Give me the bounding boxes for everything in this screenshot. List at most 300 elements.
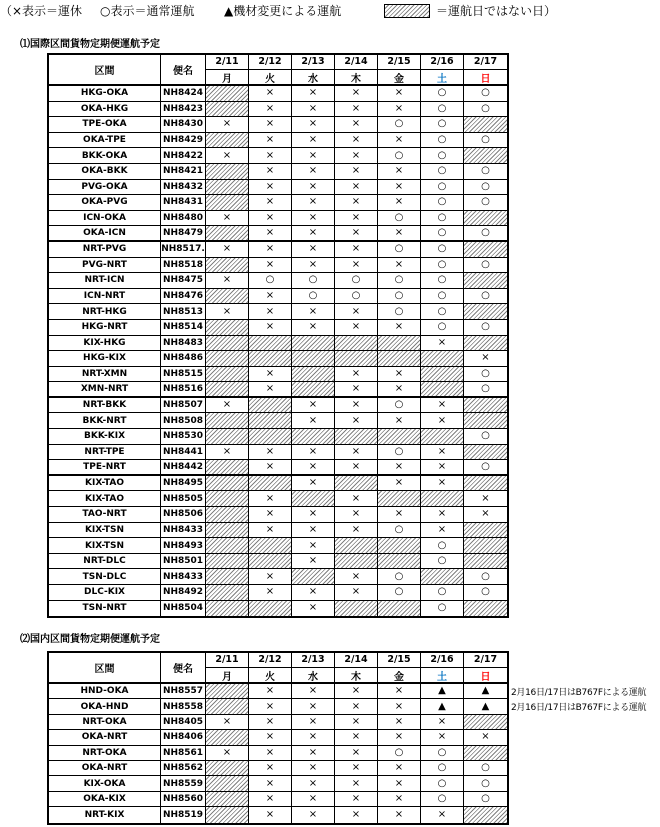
table-row <box>49 242 507 258</box>
status-cell: × <box>378 102 421 117</box>
status-cell: × <box>249 133 292 148</box>
status-cell: × <box>249 807 292 822</box>
status-cell: × <box>292 523 335 538</box>
non-operating-cell <box>464 523 507 538</box>
table-row <box>49 554 507 570</box>
non-operating-cell <box>421 367 464 382</box>
status-cell: × <box>378 684 421 698</box>
route-cell: PVG-NRT <box>49 258 161 273</box>
status-cell: × <box>249 258 292 273</box>
status-cell: ▲ <box>481 700 490 712</box>
status-cell: ○ <box>481 134 490 146</box>
status-cell: × <box>292 445 335 460</box>
route-cell: OKA-HKG <box>49 102 161 117</box>
status-cell: × <box>292 148 335 163</box>
flight-number-cell: NH8421 <box>161 164 206 179</box>
route-cell: PVG-OKA <box>49 180 161 195</box>
day-weekday: 水 <box>308 74 318 85</box>
day-date: 2/11 <box>206 55 248 70</box>
table-row <box>49 792 507 807</box>
status-cell: × <box>206 398 249 413</box>
table-row <box>49 684 647 699</box>
table-row <box>49 761 507 776</box>
status-cell: × <box>206 242 249 257</box>
status-cell: × <box>249 507 292 522</box>
status-cell: × <box>378 226 421 240</box>
flight-number-cell: NH8530 <box>161 429 206 444</box>
status-cell: × <box>378 507 421 522</box>
status-cell: × <box>335 304 378 319</box>
status-cell: × <box>292 538 335 553</box>
status-cell: × <box>206 746 249 760</box>
non-operating-cell <box>464 746 507 760</box>
status-cell: ○ <box>421 554 464 569</box>
status-cell: × <box>292 195 335 210</box>
status-cell: × <box>206 211 249 226</box>
status-cell: ○ <box>378 523 421 538</box>
non-operating-cell <box>206 289 249 304</box>
status-cell: ▲ <box>421 699 464 713</box>
non-operating-cell <box>378 336 421 351</box>
table-row <box>49 211 507 227</box>
status-cell: × <box>335 86 378 101</box>
status-cell: × <box>378 382 421 396</box>
status-cell: ○ <box>335 273 378 288</box>
status-cell: ○ <box>421 211 464 226</box>
day-date: 2/13 <box>292 55 334 70</box>
status-cell: × <box>249 382 292 396</box>
status-cell: × <box>249 460 292 474</box>
hatched-legend-swatch <box>384 4 430 18</box>
status-cell: × <box>378 258 421 273</box>
non-operating-cell <box>464 336 507 351</box>
route-cell: TPE-OKA <box>49 117 161 132</box>
status-cell: × <box>249 523 292 538</box>
status-cell: ▲ <box>421 684 464 698</box>
status-cell: ○ <box>378 242 421 257</box>
status-cell: × <box>292 242 335 257</box>
status-cell: × <box>292 730 335 744</box>
status-cell: × <box>249 148 292 163</box>
status-cell: ○ <box>421 761 464 775</box>
status-cell: × <box>206 445 249 460</box>
non-operating-cell <box>335 336 378 351</box>
table-row <box>49 289 507 305</box>
non-operating-cell <box>249 538 292 553</box>
non-operating-cell <box>335 429 378 444</box>
non-operating-cell <box>206 807 249 822</box>
day-date: 2/15 <box>378 55 420 70</box>
table-row <box>49 195 507 211</box>
status-cell: × <box>335 102 378 117</box>
status-cell: ○ <box>481 165 490 177</box>
table-row <box>49 699 647 714</box>
status-cell: × <box>249 195 292 210</box>
flight-number-cell: NH8559 <box>161 776 206 790</box>
status-cell: × <box>335 585 378 600</box>
status-cell: × <box>335 792 378 806</box>
status-cell: × <box>481 508 490 520</box>
non-operating-cell <box>292 429 335 444</box>
status-cell: × <box>378 460 421 474</box>
table-row <box>49 273 507 289</box>
non-operating-cell <box>249 476 292 491</box>
section-title-international: ⑴国際区間貨物定期便運航予定 <box>20 39 160 50</box>
status-cell: × <box>206 273 249 288</box>
status-cell: × <box>378 164 421 179</box>
status-cell: × <box>206 148 249 163</box>
table-row <box>49 164 507 180</box>
status-cell: ○ <box>421 289 464 304</box>
table-header <box>49 653 507 684</box>
status-cell: ○ <box>481 87 490 99</box>
status-cell: × <box>249 117 292 132</box>
non-operating-cell <box>206 476 249 491</box>
flight-number-cell: NH8486 <box>161 351 206 366</box>
day-date: 2/11 <box>206 653 248 668</box>
flight-number-cell: NH8517. <box>161 242 206 257</box>
table-row <box>49 320 507 336</box>
status-cell: ○ <box>481 180 490 192</box>
flight-number-cell: NH8422 <box>161 148 206 163</box>
status-cell: × <box>292 320 335 335</box>
non-operating-cell <box>206 367 249 382</box>
status-cell: ○ <box>481 227 490 239</box>
column-header-day <box>292 653 335 682</box>
non-operating-cell <box>206 792 249 806</box>
status-cell: × <box>249 776 292 790</box>
section-title-domestic: ⑵国内区間貨物定期便運航予定 <box>20 634 160 645</box>
route-cell: XMN-NRT <box>49 382 161 396</box>
status-cell: ○ <box>378 569 421 584</box>
status-cell: × <box>249 226 292 240</box>
day-date: 2/16 <box>421 653 463 668</box>
status-cell: × <box>292 304 335 319</box>
non-operating-cell <box>206 460 249 474</box>
table-header <box>49 55 507 86</box>
status-cell: × <box>421 413 464 428</box>
status-cell: × <box>421 445 464 460</box>
column-header-day <box>335 55 378 84</box>
status-cell: ○ <box>421 148 464 163</box>
non-operating-cell <box>206 382 249 396</box>
column-header-day <box>378 55 421 84</box>
table-row <box>49 86 507 102</box>
status-cell: × <box>292 226 335 240</box>
legend-cancelled: （×表示＝運休 <box>0 4 83 18</box>
status-cell: ○ <box>378 398 421 413</box>
status-cell: ○ <box>481 290 490 302</box>
status-cell: × <box>378 715 421 729</box>
non-operating-cell <box>206 180 249 195</box>
status-cell: × <box>335 133 378 148</box>
non-operating-cell <box>464 148 507 163</box>
status-cell: × <box>206 117 249 132</box>
table-row <box>49 445 507 461</box>
legend <box>0 3 660 19</box>
status-cell: × <box>378 413 421 428</box>
status-cell: × <box>292 715 335 729</box>
route-cell: NRT-OKA <box>49 715 161 729</box>
status-cell: × <box>421 398 464 413</box>
non-operating-cell <box>206 507 249 522</box>
table-row <box>49 507 507 523</box>
flight-number-cell: NH8442 <box>161 460 206 474</box>
column-header-day <box>378 653 421 682</box>
route-cell: HKG-KIX <box>49 351 161 366</box>
flight-number-cell: NH8405 <box>161 715 206 729</box>
flight-number-cell: NH8480 <box>161 211 206 226</box>
flight-number-cell: NH8514 <box>161 320 206 335</box>
day-date: 2/17 <box>464 653 507 668</box>
table-row <box>49 102 507 118</box>
status-cell: × <box>249 585 292 600</box>
status-cell: × <box>378 776 421 790</box>
route-cell: OKA-PVG <box>49 195 161 210</box>
non-operating-cell <box>464 601 507 617</box>
status-cell: ○ <box>481 258 490 270</box>
non-operating-cell <box>206 86 249 101</box>
day-date: 2/17 <box>464 55 507 70</box>
route-cell: NRT-KIX <box>49 807 161 822</box>
status-cell: × <box>249 491 292 506</box>
status-cell: × <box>292 585 335 600</box>
status-cell: ○ <box>421 585 464 600</box>
day-weekday: 火 <box>265 74 275 85</box>
flight-number-cell: NH8506 <box>161 507 206 522</box>
status-cell: ○ <box>421 164 464 179</box>
column-header-day <box>249 653 292 682</box>
status-cell: × <box>335 460 378 474</box>
flight-number-cell: NH8423 <box>161 102 206 117</box>
legend-non-operating-day: ＝運航日ではない日） <box>436 4 557 18</box>
route-cell: NRT-TPE <box>49 445 161 460</box>
status-cell: × <box>335 684 378 698</box>
route-cell: BKK-NRT <box>49 413 161 428</box>
non-operating-cell <box>335 601 378 617</box>
non-operating-cell <box>464 538 507 553</box>
status-cell: ○ <box>378 746 421 760</box>
status-cell: × <box>292 699 335 713</box>
status-cell: × <box>335 180 378 195</box>
flight-number-cell: NH8516 <box>161 382 206 396</box>
column-header-day <box>206 653 249 682</box>
status-cell: × <box>249 684 292 698</box>
status-cell: × <box>249 445 292 460</box>
flight-number-cell: NH8493 <box>161 538 206 553</box>
status-cell: × <box>249 320 292 335</box>
table-row <box>49 226 507 242</box>
non-operating-cell <box>206 684 249 698</box>
day-date: 2/14 <box>335 653 377 668</box>
non-operating-cell <box>206 730 249 744</box>
non-operating-cell <box>464 715 507 729</box>
non-operating-cell <box>335 351 378 366</box>
non-operating-cell <box>378 601 421 617</box>
flight-number-cell: NH8505 <box>161 491 206 506</box>
status-cell: ○ <box>378 289 421 304</box>
status-cell: × <box>292 180 335 195</box>
status-cell: × <box>249 761 292 775</box>
route-cell: KIX-TAO <box>49 491 161 506</box>
non-operating-cell <box>421 351 464 366</box>
non-operating-cell <box>206 413 249 428</box>
non-operating-cell <box>249 429 292 444</box>
table-row <box>49 460 507 476</box>
status-cell: ○ <box>378 273 421 288</box>
flight-number-cell: NH8430 <box>161 117 206 132</box>
status-cell: × <box>481 731 490 743</box>
table-row <box>49 569 507 585</box>
day-weekday: 月 <box>222 74 232 85</box>
day-weekday: 水 <box>308 672 318 683</box>
status-cell: × <box>292 164 335 179</box>
status-cell: × <box>249 792 292 806</box>
status-cell: × <box>292 258 335 273</box>
status-cell: × <box>249 180 292 195</box>
non-operating-cell <box>206 699 249 713</box>
non-operating-cell <box>206 336 249 351</box>
status-cell: × <box>292 476 335 491</box>
column-header-day <box>249 55 292 84</box>
status-cell: ○ <box>481 586 490 598</box>
table-row <box>49 715 507 730</box>
day-weekday: 金 <box>394 74 404 85</box>
status-cell: ○ <box>421 226 464 240</box>
table-row <box>49 336 507 352</box>
flight-number-cell: NH8513 <box>161 304 206 319</box>
route-cell: TSN-NRT <box>49 601 161 617</box>
flight-number-cell: NH8483 <box>161 336 206 351</box>
non-operating-cell <box>206 226 249 240</box>
non-operating-cell <box>206 258 249 273</box>
route-cell: KIX-TAO <box>49 476 161 491</box>
column-header-day <box>206 55 249 84</box>
status-cell: × <box>335 445 378 460</box>
status-cell: × <box>292 746 335 760</box>
flight-number-cell: NH8557 <box>161 684 206 698</box>
status-cell: × <box>292 684 335 698</box>
non-operating-cell <box>206 491 249 506</box>
non-operating-cell <box>206 523 249 538</box>
route-cell: OKA-NRT <box>49 761 161 775</box>
status-cell: × <box>249 699 292 713</box>
status-cell: × <box>335 398 378 413</box>
status-cell: ○ <box>421 746 464 760</box>
non-operating-cell <box>464 413 507 428</box>
table-row <box>49 523 507 539</box>
status-cell: × <box>249 211 292 226</box>
status-cell: ○ <box>421 776 464 790</box>
non-operating-cell <box>292 382 335 396</box>
status-cell: × <box>335 715 378 729</box>
table-row <box>49 117 507 133</box>
status-cell: ○ <box>292 289 335 304</box>
day-weekday: 土 <box>437 74 447 85</box>
column-header-flight: 便名 <box>161 55 206 84</box>
status-cell: × <box>335 211 378 226</box>
non-operating-cell <box>335 554 378 569</box>
column-header-day <box>464 653 507 682</box>
table-row <box>49 367 507 383</box>
status-cell: × <box>378 730 421 744</box>
route-cell: NRT-BKK <box>49 398 161 413</box>
non-operating-cell <box>464 554 507 569</box>
status-cell: × <box>335 523 378 538</box>
status-cell: × <box>249 367 292 382</box>
non-operating-cell <box>292 569 335 584</box>
status-cell: × <box>292 601 335 617</box>
status-cell: × <box>378 807 421 822</box>
status-cell: × <box>292 807 335 822</box>
route-cell: OKA-BKK <box>49 164 161 179</box>
flight-number-cell: NH8492 <box>161 585 206 600</box>
non-operating-cell <box>464 476 507 491</box>
table-row <box>49 258 507 274</box>
international-cargo-schedule-table <box>47 53 509 618</box>
flight-number-cell: NH8495 <box>161 476 206 491</box>
status-cell: × <box>292 398 335 413</box>
status-cell: × <box>292 102 335 117</box>
non-operating-cell <box>378 351 421 366</box>
status-cell: × <box>421 715 464 729</box>
status-cell: × <box>378 792 421 806</box>
flight-number-cell: NH8560 <box>161 792 206 806</box>
row-note: 2月16日/17日はB767Fによる運航 <box>511 687 647 698</box>
status-cell: × <box>421 523 464 538</box>
non-operating-cell <box>206 569 249 584</box>
legend-normal-operation: ○表示＝通常運航 <box>100 4 195 18</box>
non-operating-cell <box>206 601 249 617</box>
status-cell: ○ <box>421 273 464 288</box>
status-cell: × <box>421 730 464 744</box>
flight-number-cell: NH8508 <box>161 413 206 428</box>
route-cell: NRT-ICN <box>49 273 161 288</box>
route-cell: OKA-HND <box>49 699 161 713</box>
non-operating-cell <box>249 398 292 413</box>
status-cell: × <box>335 195 378 210</box>
status-cell: ○ <box>481 570 490 582</box>
non-operating-cell <box>292 336 335 351</box>
column-header-route: 区間 <box>49 55 161 84</box>
status-cell: × <box>249 164 292 179</box>
status-cell: × <box>421 460 464 474</box>
table-row <box>49 585 507 601</box>
non-operating-cell <box>206 429 249 444</box>
status-cell: × <box>335 148 378 163</box>
status-cell: × <box>206 304 249 319</box>
status-cell: × <box>249 86 292 101</box>
non-operating-cell <box>292 351 335 366</box>
route-cell: KIX-TSN <box>49 538 161 553</box>
non-operating-cell <box>249 351 292 366</box>
day-weekday: 日 <box>480 74 491 85</box>
status-cell: × <box>335 367 378 382</box>
day-date: 2/16 <box>421 55 463 70</box>
status-cell: × <box>378 761 421 775</box>
day-date: 2/12 <box>249 653 291 668</box>
non-operating-cell <box>378 554 421 569</box>
status-cell: ○ <box>481 196 490 208</box>
column-header-day <box>292 55 335 84</box>
status-cell: × <box>421 807 464 822</box>
flight-number-cell: NH8432 <box>161 180 206 195</box>
status-cell: ○ <box>335 289 378 304</box>
status-cell: ○ <box>481 777 490 789</box>
route-cell: HND-OKA <box>49 684 161 698</box>
status-cell: ○ <box>421 195 464 210</box>
route-cell: TPE-NRT <box>49 460 161 474</box>
